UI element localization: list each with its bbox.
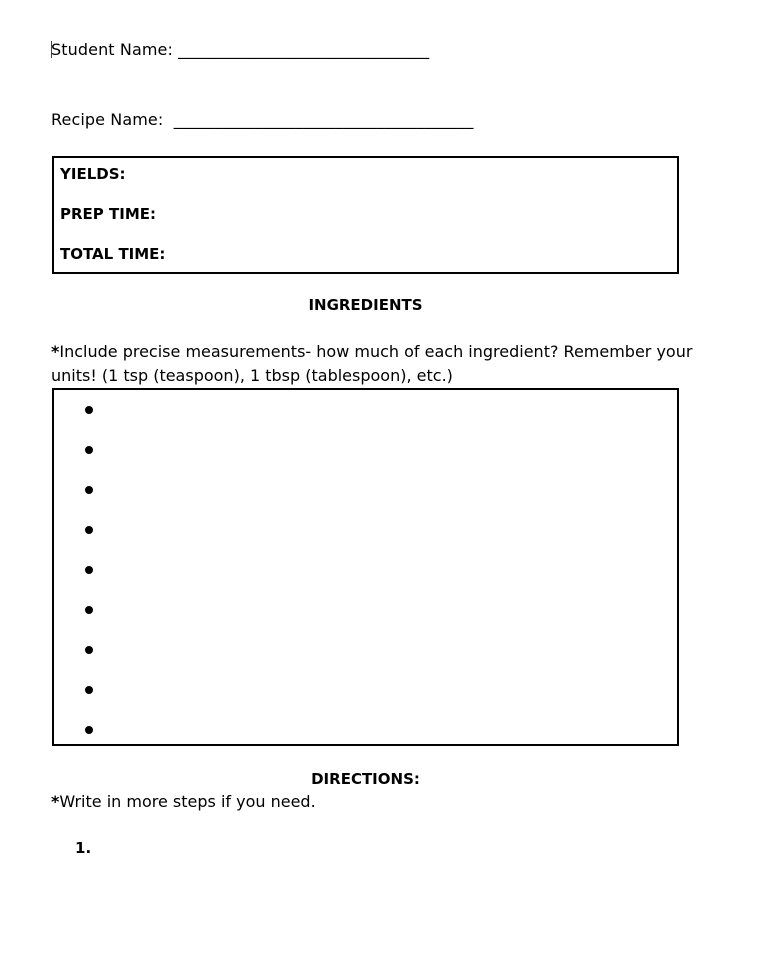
student-name-line [51, 40, 429, 59]
bullet-icon [85, 566, 93, 574]
recipe-name-label: Recipe Name: [51, 110, 164, 129]
bullet-icon [85, 526, 93, 534]
bullet-icon [85, 686, 93, 694]
bullet-icon [85, 446, 93, 454]
bullet-icon [85, 646, 93, 654]
recipe-name-blank[interactable]: _____________________________________ [173, 110, 474, 129]
ingredients-note-text: Include precise measurements- how much of each ingredient? Remember your units! (1 tsp (teaspoon), 1 tbsp (tablespoon), etc.) [51, 342, 693, 385]
ingredients-heading: INGREDIENTS [308, 296, 423, 314]
directions-note [51, 790, 741, 814]
bullet-icon [85, 606, 93, 614]
student-name-label: Student Name: [51, 40, 173, 59]
ingredients-note [51, 340, 741, 388]
prep-time-label: PREP TIME: [60, 205, 156, 223]
direction-step-1[interactable]: 1. [75, 839, 92, 857]
total-time-label: TOTAL TIME: [60, 245, 166, 263]
bullet-icon [85, 406, 93, 414]
recipe-name-line [51, 110, 473, 129]
yields-label: YIELDS: [60, 165, 126, 183]
bullet-icon [85, 726, 93, 734]
directions-note-star: * [51, 792, 60, 811]
student-name-blank[interactable]: _______________________________ [178, 40, 430, 59]
bullet-icon [85, 486, 93, 494]
recipe-info-box [52, 156, 679, 274]
directions-note-text: Write in more steps if you need. [59, 792, 316, 811]
ingredients-list-box[interactable] [52, 388, 679, 746]
directions-heading: DIRECTIONS: [311, 770, 420, 788]
ingredients-note-star: * [51, 342, 60, 361]
